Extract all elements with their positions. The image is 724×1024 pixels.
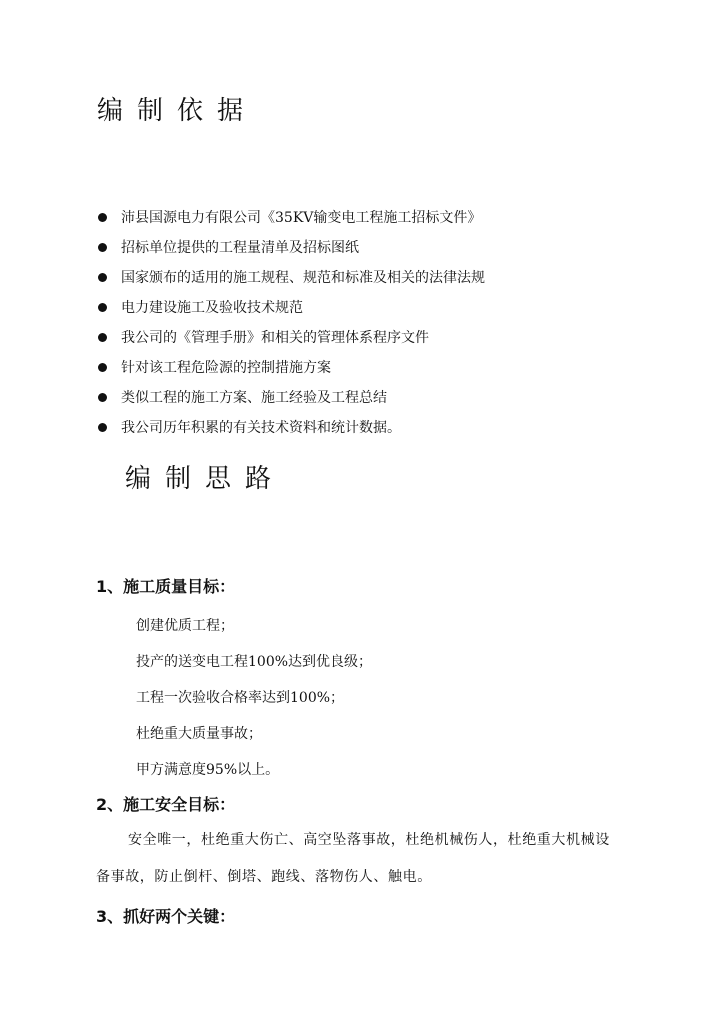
list-item bbox=[96, 352, 485, 382]
list-item-text: 我公司的《管理手册》和相关的管理体系程序文件 bbox=[121, 330, 429, 346]
section-heading-safety: 2、施工安全目标： bbox=[96, 795, 236, 814]
safety-paragraph-line: 备事故，防止倒杆、倒塔、跑线、落物伤人、触电。 bbox=[96, 869, 432, 885]
list-item-text: 招标单位提供的工程量清单及招标图纸 bbox=[121, 240, 359, 256]
list-item-text: 沛县国源电力有限公司《35KV输变电工程施工招标文件》 bbox=[121, 210, 482, 226]
list-item: 投产的送变电工程100%达到优良级； bbox=[136, 654, 373, 670]
bullet-icon bbox=[98, 213, 107, 222]
list-item: 甲方满意度95%以上。 bbox=[136, 762, 280, 778]
list-item bbox=[96, 292, 485, 322]
safety-paragraph-line: 安全唯一，杜绝重大伤亡、高空坠落事故，杜绝机械伤人，杜绝重大机械设 bbox=[128, 832, 610, 848]
bullet-icon bbox=[98, 303, 107, 312]
list-item: 杜绝重大质量事故； bbox=[136, 726, 262, 742]
list-item-text: 电力建设施工及验收技术规范 bbox=[121, 300, 303, 316]
list-item bbox=[96, 262, 485, 292]
list-item bbox=[96, 202, 485, 232]
list-item bbox=[96, 232, 485, 262]
list-item bbox=[96, 322, 485, 352]
list-item bbox=[96, 382, 485, 412]
list-item: 工程一次验收合格率达到100%； bbox=[136, 690, 345, 706]
section-heading-key-points: 3、抓好两个关键： bbox=[96, 907, 236, 926]
basis-list bbox=[96, 202, 485, 442]
bullet-icon bbox=[98, 273, 107, 282]
bullet-icon bbox=[98, 363, 107, 372]
bullet-icon bbox=[98, 393, 107, 402]
quality-goals-list bbox=[136, 607, 372, 787]
page-title-basis: 编制依据 bbox=[97, 96, 258, 126]
list-item: 创建优质工程； bbox=[136, 618, 234, 634]
list-item-text: 国家颁布的适用的施工规程、规范和标准及相关的法律法规 bbox=[121, 270, 485, 286]
bullet-icon bbox=[98, 423, 107, 432]
bullet-icon bbox=[98, 333, 107, 342]
list-item-text: 针对该工程危险源的控制措施方案 bbox=[121, 360, 331, 376]
list-item-text: 我公司历年积累的有关技术资料和统计数据。 bbox=[121, 420, 401, 436]
page-title-approach: 编制思路 bbox=[125, 464, 286, 494]
bullet-icon bbox=[98, 243, 107, 252]
section-heading-quality: 1、施工质量目标： bbox=[96, 577, 236, 596]
list-item bbox=[96, 412, 485, 442]
list-item-text: 类似工程的施工方案、施工经验及工程总结 bbox=[121, 390, 387, 406]
